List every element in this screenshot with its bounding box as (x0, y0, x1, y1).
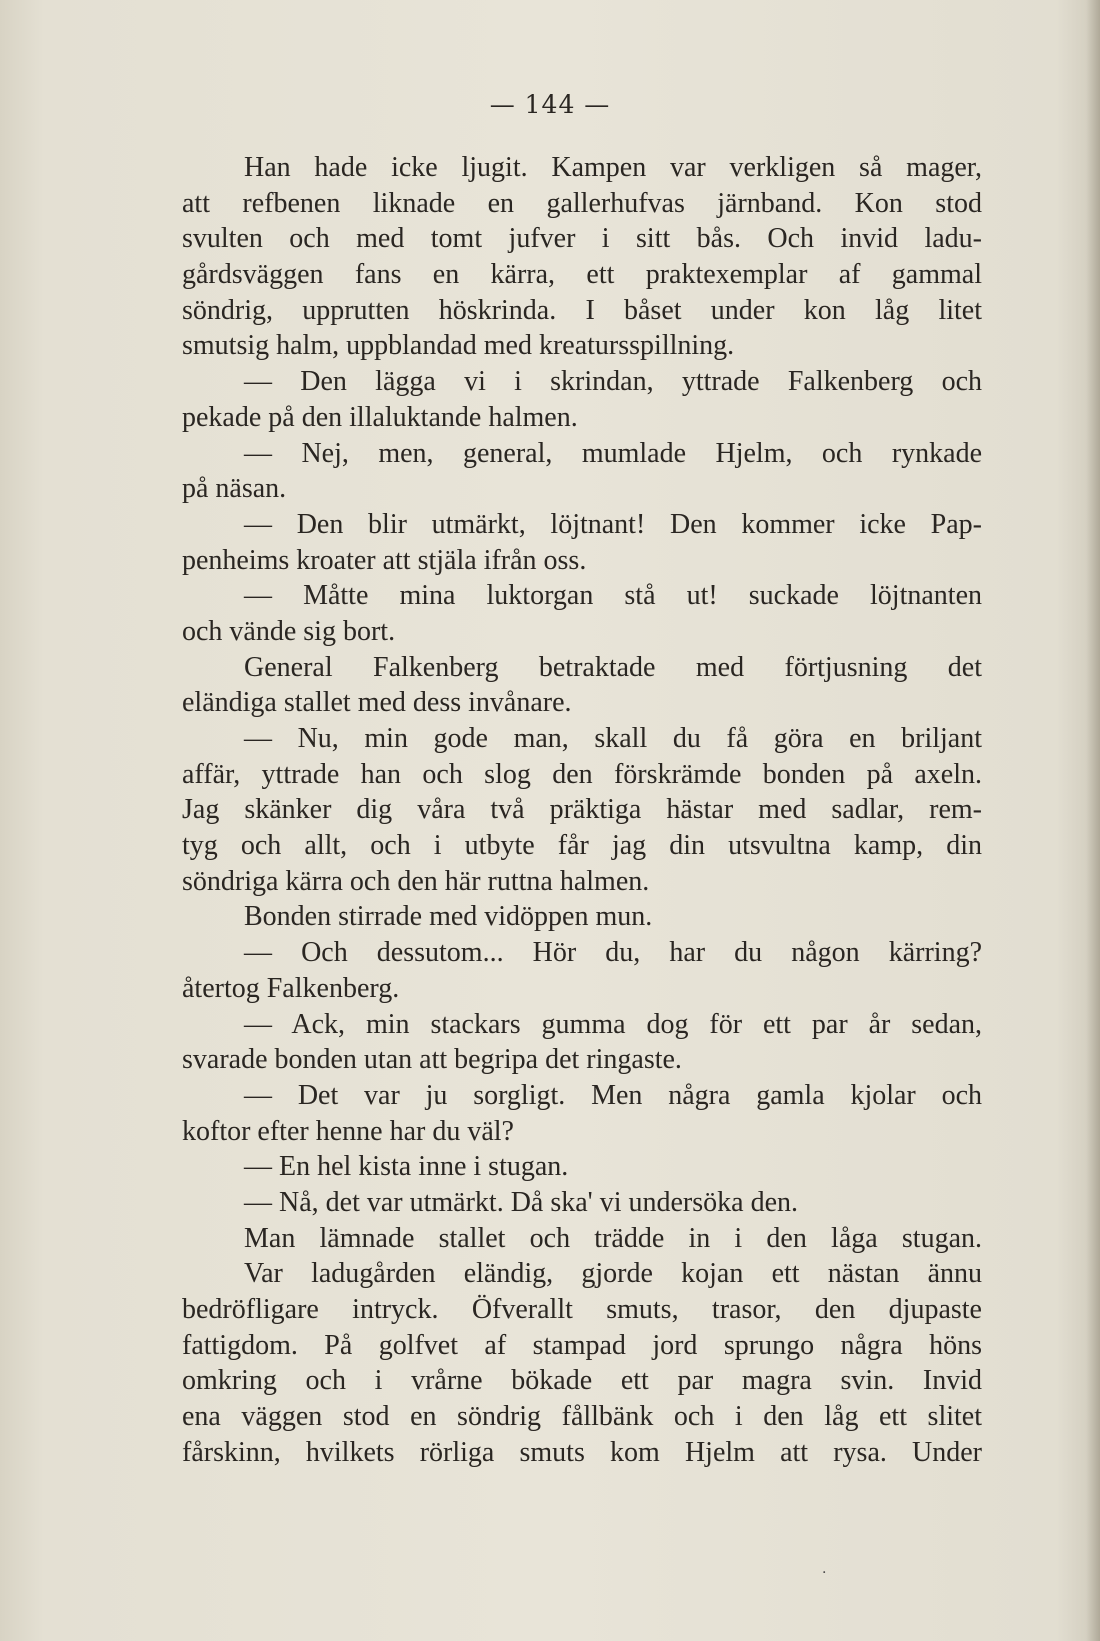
text-line: pekade på den illaluktande halmen. (182, 401, 578, 433)
text-line: söndrig, upprutten höskrinda. I båset under kon låg litet (182, 294, 982, 326)
text-line: att refbenen liknade en gallerhufvas järnband. Kon stod (182, 187, 982, 219)
text-line: penheims kroater att stjäla ifrån oss. (182, 544, 587, 576)
page-number: — 144 — (489, 90, 611, 119)
text-line: Bonden stirrade med vidöppen mun. (244, 901, 653, 933)
text-line: gårdsväggen fans en kärra, ett praktexemplar af gammal (182, 259, 982, 291)
text-line: Man lämnade stallet och trädde in i den låga stugan. (244, 1222, 982, 1254)
text-line: fårskinn, hvilkets rörliga smuts kom Hjelm att rysa. Under (182, 1436, 982, 1468)
text-line: smutsig halm, uppblandad med kreatursspillning. (182, 330, 735, 362)
text-line: omkring och i vrårne bökade ett par magra svin. Invid (182, 1365, 982, 1397)
text-line: Han hade icke ljugit. Kampen var verkligen så mager, (244, 152, 982, 183)
text-line: Jag skänker dig våra två präktiga hästar med sadlar, rem- (182, 794, 982, 826)
text-line: svarade bonden utan att begripa det ringaste. (182, 1044, 682, 1076)
ink-speck: · (822, 1565, 827, 1581)
text-line: — Och dessutom... Hör du, har du någon kärring? (244, 937, 982, 969)
text-line: eländiga stallet med dess invånare. (182, 687, 572, 719)
text-line: — Måtte mina luktorgan stå ut! suckade löjtnanten (244, 580, 982, 612)
text-line: — Nu, min gode man, skall du få göra en briljant (244, 723, 982, 754)
text-line: bedröfligare intryck. Öfverallt smuts, trasor, den djupaste (182, 1294, 982, 1325)
text-line: svulten och med tomt jufver i sitt bås. Och invid ladu- (182, 223, 982, 255)
text-line: söndriga kärra och den här ruttna halmen. (182, 865, 650, 897)
body-text (182, 150, 982, 1470)
text-line: affär, yttrade han och slog den förskrämde bonden på axeln. (182, 758, 982, 790)
text-line: — Den lägga vi i skrindan, yttrade Falkenberg och (244, 366, 982, 398)
page-edge-shadow (1086, 0, 1100, 1641)
text-line: — Nej, men, general, mumlade Hjelm, och rynkade (244, 437, 982, 469)
text-line: fattigdom. På golfvet af stampad jord sprungo några höns (182, 1329, 982, 1361)
text-line: — Nå, det var utmärkt. Då ska' vi undersöka den. (244, 1186, 798, 1218)
text-line: tyg och allt, och i utbyte får jag din utsvultna kamp, din (182, 830, 982, 862)
text-line: ena väggen stod en söndrig fållbänk och i den låg ett slitet (182, 1401, 982, 1433)
text-line: och vände sig bort. (182, 615, 396, 647)
text-line: Var ladugården eländig, gjorde kojan ett nästan ännu (244, 1258, 982, 1290)
text-line: General Falkenberg betraktade med förtjusning det (244, 651, 982, 683)
text-line: — Ack, min stackars gumma dog för ett par år sedan, (244, 1008, 982, 1040)
text-line: koftor efter henne har du väl? (182, 1115, 514, 1147)
text-line: på näsan. (182, 473, 287, 505)
text-line: — Det var ju sorgligt. Men några gamla kjolar och (244, 1079, 982, 1111)
text-line: — En hel kista inne i stugan. (244, 1151, 569, 1183)
text-line: återtog Falkenberg. (182, 972, 400, 1004)
text-line: — Den blir utmärkt, löjtnant! Den kommer icke Pap- (244, 508, 982, 540)
